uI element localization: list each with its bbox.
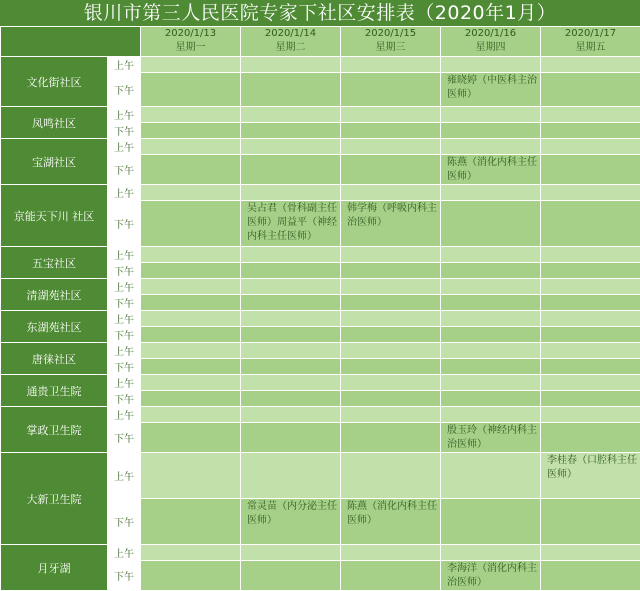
community-name: 京能天下川 社区 xyxy=(1,185,108,247)
slot-label: 下午 xyxy=(108,201,141,247)
day-weekday: 星期四 xyxy=(441,41,540,55)
schedule-cell xyxy=(341,247,441,263)
schedule-cell xyxy=(341,423,441,453)
slot-label: 上午 xyxy=(108,311,141,327)
schedule-cell xyxy=(441,327,541,343)
slot-label: 下午 xyxy=(108,155,141,185)
slot-label: 上午 xyxy=(108,545,141,561)
slot-label: 上午 xyxy=(108,279,141,295)
slot-label: 下午 xyxy=(108,359,141,375)
day-header xyxy=(241,27,341,57)
schedule-table xyxy=(0,26,640,591)
day-date: 2020/1/16 xyxy=(441,27,540,41)
community-name: 清湖苑社区 xyxy=(1,279,108,311)
schedule-cell xyxy=(341,499,441,545)
schedule-cell xyxy=(241,123,341,139)
schedule-cell xyxy=(141,423,241,453)
schedule-cell xyxy=(241,247,341,263)
community-name: 文化街社区 xyxy=(1,57,108,107)
slot-label: 上午 xyxy=(108,375,141,391)
schedule-cell xyxy=(541,343,640,359)
doctor-entry: 雍晓婷（中医科主治医师） xyxy=(447,74,537,102)
table-row xyxy=(1,311,640,327)
schedule-cell xyxy=(341,359,441,375)
table-row xyxy=(1,279,640,295)
schedule-cell xyxy=(541,375,640,391)
schedule-cell xyxy=(141,453,241,499)
schedule-cell xyxy=(141,391,241,407)
schedule-cell xyxy=(341,453,441,499)
table-row xyxy=(1,139,640,155)
schedule-cell xyxy=(141,407,241,423)
doctor-entry: 吴占君（骨科副主任医师）周益平（神经内科主任医师） xyxy=(247,202,337,244)
schedule-cell xyxy=(341,295,441,311)
schedule-cell xyxy=(141,155,241,185)
schedule-cell xyxy=(241,57,341,73)
day-date: 2020/1/14 xyxy=(241,27,340,41)
schedule-cell xyxy=(441,263,541,279)
slot-label: 下午 xyxy=(108,391,141,407)
header-row xyxy=(1,27,640,57)
schedule-cell xyxy=(341,107,441,123)
schedule-cell xyxy=(141,279,241,295)
doctor-entry: 韩学梅（呼吸内科主治医师） xyxy=(347,202,437,230)
community-name: 通贵卫生院 xyxy=(1,375,108,407)
table-row xyxy=(1,107,640,123)
schedule-cell xyxy=(441,561,541,591)
table-row xyxy=(1,375,640,391)
community-name: 大新卫生院 xyxy=(1,453,108,545)
schedule-cell xyxy=(541,107,640,123)
doctor-entry: 陈燕（消化内科主任医师） xyxy=(347,500,437,528)
schedule-cell xyxy=(341,201,441,247)
schedule-cell xyxy=(541,391,640,407)
schedule-cell xyxy=(241,263,341,279)
slot-label: 上午 xyxy=(108,139,141,155)
schedule-cell xyxy=(141,499,241,545)
schedule-cell xyxy=(141,343,241,359)
schedule-cell xyxy=(441,545,541,561)
slot-label: 上午 xyxy=(108,343,141,359)
schedule-cell xyxy=(341,407,441,423)
schedule-cell xyxy=(241,295,341,311)
schedule-cell xyxy=(241,139,341,155)
schedule-cell xyxy=(541,123,640,139)
schedule-cell xyxy=(441,107,541,123)
schedule-cell xyxy=(441,139,541,155)
schedule-cell xyxy=(541,139,640,155)
schedule-cell xyxy=(341,139,441,155)
community-name: 凤鸣社区 xyxy=(1,107,108,139)
schedule-cell xyxy=(541,263,640,279)
schedule-cell xyxy=(441,247,541,263)
schedule-cell xyxy=(141,201,241,247)
schedule-cell xyxy=(241,107,341,123)
schedule-cell xyxy=(441,359,541,375)
day-weekday: 星期五 xyxy=(541,41,640,55)
schedule-cell xyxy=(441,57,541,73)
schedule-cell xyxy=(341,391,441,407)
schedule-cell xyxy=(241,311,341,327)
slot-label: 上午 xyxy=(108,453,141,499)
doctor-entry: 陈燕（消化内科主任医师） xyxy=(447,156,537,184)
schedule-cell xyxy=(141,73,241,107)
schedule-cell xyxy=(241,499,341,545)
schedule-cell xyxy=(441,279,541,295)
schedule-cell xyxy=(141,185,241,201)
schedule-cell xyxy=(441,185,541,201)
schedule-cell xyxy=(341,155,441,185)
schedule-cell xyxy=(241,73,341,107)
schedule-cell xyxy=(441,201,541,247)
schedule-cell xyxy=(241,423,341,453)
schedule-cell xyxy=(341,123,441,139)
slot-label: 下午 xyxy=(108,263,141,279)
doctor-entry: 李海洋（消化内科主治医师） xyxy=(447,562,537,590)
schedule-cell xyxy=(441,295,541,311)
schedule-cell xyxy=(541,423,640,453)
slot-label: 上午 xyxy=(108,107,141,123)
day-date: 2020/1/15 xyxy=(341,27,440,41)
slot-label: 上午 xyxy=(108,407,141,423)
schedule-cell xyxy=(541,279,640,295)
doctor-entry: 常灵苗（内分泌主任医师） xyxy=(247,500,337,528)
schedule-cell xyxy=(541,73,640,107)
community-name: 唐徕社区 xyxy=(1,343,108,375)
schedule-cell xyxy=(241,375,341,391)
slot-label: 下午 xyxy=(108,423,141,453)
day-date: 2020/1/13 xyxy=(141,27,240,41)
schedule-cell xyxy=(441,343,541,359)
schedule-cell xyxy=(541,247,640,263)
schedule-cell xyxy=(541,155,640,185)
community-name: 月牙湖 xyxy=(1,545,108,591)
table-row xyxy=(1,453,640,499)
schedule-cell xyxy=(441,123,541,139)
schedule-cell xyxy=(341,327,441,343)
schedule-cell xyxy=(441,73,541,107)
community-name: 五宝社区 xyxy=(1,247,108,279)
schedule-cell xyxy=(141,107,241,123)
schedule-cell xyxy=(341,185,441,201)
schedule-cell xyxy=(141,327,241,343)
table-row xyxy=(1,57,640,73)
schedule-cell xyxy=(541,453,640,499)
day-weekday: 星期二 xyxy=(241,41,340,55)
schedule-cell xyxy=(341,561,441,591)
schedule-cell xyxy=(241,407,341,423)
schedule-cell xyxy=(441,499,541,545)
table-row xyxy=(1,247,640,263)
schedule-cell xyxy=(441,375,541,391)
schedule-cell xyxy=(241,359,341,375)
schedule-cell xyxy=(441,453,541,499)
table-row xyxy=(1,545,640,561)
schedule-cell xyxy=(541,201,640,247)
schedule-cell xyxy=(141,561,241,591)
schedule-cell xyxy=(141,545,241,561)
schedule-cell xyxy=(241,453,341,499)
slot-label: 下午 xyxy=(108,73,141,107)
community-name: 宝湖社区 xyxy=(1,139,108,185)
page-title: 银川市第三人民医院专家下社区安排表（2020年1月） xyxy=(0,0,640,26)
schedule-cell xyxy=(241,155,341,185)
table-row xyxy=(1,343,640,359)
schedule-cell xyxy=(541,327,640,343)
schedule-cell xyxy=(341,57,441,73)
schedule-cell xyxy=(141,247,241,263)
slot-label: 上午 xyxy=(108,247,141,263)
header-blank-cell xyxy=(1,27,141,57)
schedule-cell xyxy=(241,561,341,591)
slot-label: 下午 xyxy=(108,295,141,311)
schedule-cell xyxy=(341,343,441,359)
schedule-cell xyxy=(241,201,341,247)
schedule-cell xyxy=(541,545,640,561)
schedule-cell xyxy=(441,423,541,453)
community-name: 掌政卫生院 xyxy=(1,407,108,453)
schedule-cell xyxy=(141,359,241,375)
schedule-cell xyxy=(141,311,241,327)
schedule-cell xyxy=(241,545,341,561)
schedule-cell xyxy=(241,391,341,407)
schedule-cell xyxy=(141,263,241,279)
day-header xyxy=(141,27,241,57)
schedule-cell xyxy=(441,155,541,185)
schedule-cell xyxy=(541,407,640,423)
day-header xyxy=(441,27,541,57)
day-weekday: 星期三 xyxy=(341,41,440,55)
doctor-entry: 李桂春（口腔科主任医师） xyxy=(547,454,637,482)
schedule-cell xyxy=(541,359,640,375)
slot-label: 下午 xyxy=(108,327,141,343)
slot-label: 下午 xyxy=(108,499,141,545)
table-row xyxy=(1,407,640,423)
schedule-cell xyxy=(541,57,640,73)
day-weekday: 星期一 xyxy=(141,41,240,55)
day-header xyxy=(541,27,640,57)
schedule-cell xyxy=(541,499,640,545)
community-name: 东湖苑社区 xyxy=(1,311,108,343)
schedule-cell xyxy=(241,327,341,343)
slot-label: 下午 xyxy=(108,123,141,139)
table-row xyxy=(1,185,640,201)
schedule-cell xyxy=(241,279,341,295)
schedule-cell xyxy=(141,375,241,391)
schedule-cell xyxy=(541,185,640,201)
schedule-cell xyxy=(341,73,441,107)
schedule-cell xyxy=(541,561,640,591)
schedule-cell xyxy=(341,263,441,279)
schedule-cell xyxy=(541,295,640,311)
schedule-cell xyxy=(341,311,441,327)
day-header xyxy=(341,27,441,57)
slot-label: 下午 xyxy=(108,561,141,591)
schedule-cell xyxy=(341,279,441,295)
schedule-cell xyxy=(341,545,441,561)
doctor-entry: 殷玉玲（神经内科主治医师） xyxy=(447,424,537,452)
slot-label: 上午 xyxy=(108,185,141,201)
schedule-cell xyxy=(541,311,640,327)
schedule-cell xyxy=(141,57,241,73)
day-date: 2020/1/17 xyxy=(541,27,640,41)
schedule-cell xyxy=(441,391,541,407)
schedule-cell xyxy=(441,407,541,423)
slot-label: 上午 xyxy=(108,57,141,73)
schedule-cell xyxy=(141,139,241,155)
schedule-cell xyxy=(441,311,541,327)
schedule-cell xyxy=(241,343,341,359)
schedule-cell xyxy=(141,123,241,139)
schedule-cell xyxy=(341,375,441,391)
schedule-cell xyxy=(241,185,341,201)
schedule-cell xyxy=(141,295,241,311)
